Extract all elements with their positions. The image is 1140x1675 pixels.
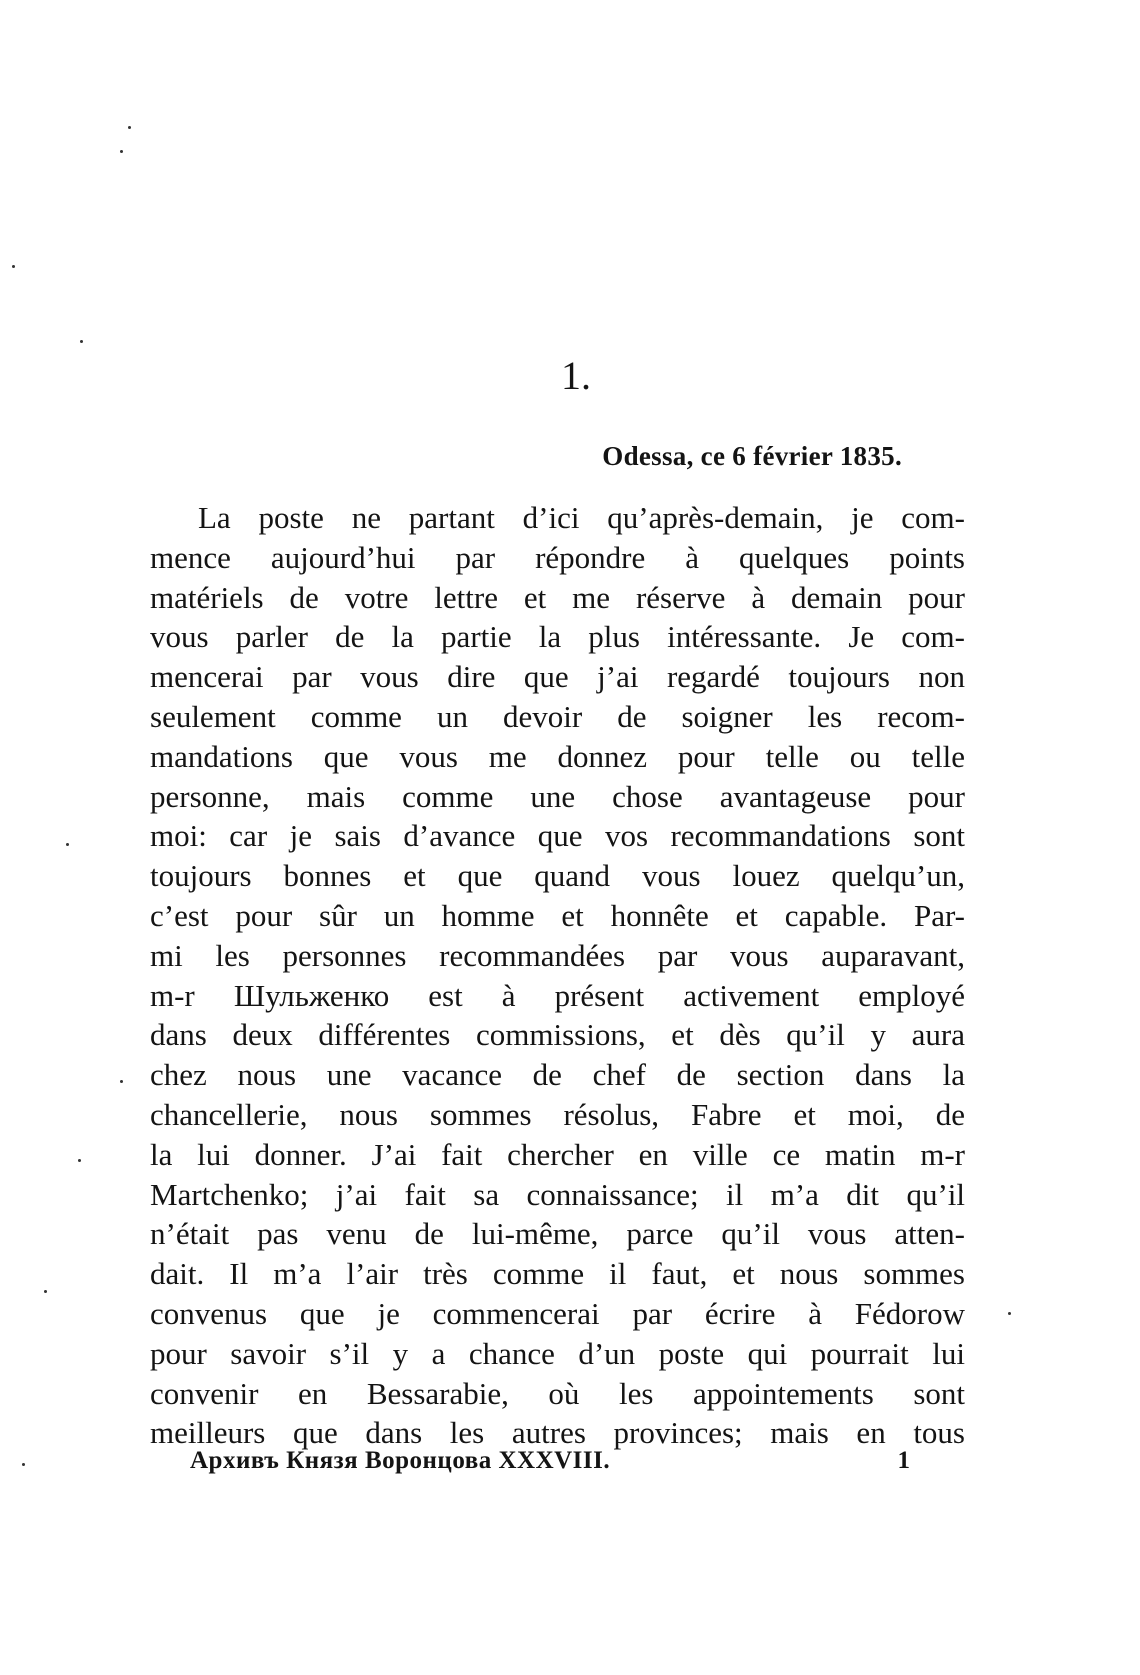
print-speck — [22, 1463, 25, 1466]
body-line: m-r Шульженко est à présent activement employé — [150, 977, 965, 1013]
body-line: la lui donner. J’ai fait chercher en ville ce matin m-r — [150, 1136, 965, 1172]
print-speck — [120, 150, 123, 153]
body-line: convenir en Bessarabie, où les appointements sont — [150, 1375, 965, 1411]
print-speck — [120, 1080, 123, 1083]
print-speck — [1008, 1312, 1011, 1315]
body-line: pour savoir s’il y a chance d’un poste qui pourrait lui — [150, 1335, 965, 1371]
dateline: Odessa, ce 6 février 1835. — [602, 441, 902, 471]
signature-mark: 1 — [897, 1447, 910, 1474]
body-line: mence aujourd’hui par répondre à quelques points — [150, 539, 965, 575]
body-line: vous parler de la partie la plus intéressante. Je com- — [150, 619, 965, 655]
body-line: chancellerie, nous sommes résolus, Fabre et moi, de — [150, 1096, 965, 1132]
body-line: personne, mais comme une chose avantageuse pour — [150, 778, 965, 814]
body-line: dans deux différentes commissions, et dès qu’il y aura — [150, 1017, 965, 1053]
print-speck — [78, 1159, 81, 1162]
body-line: toujours bonnes et que quand vous louez quelqu’un, — [150, 858, 965, 894]
body-line: mencerai par vous dire que j’ai regardé toujours non — [150, 659, 965, 695]
letter-body — [150, 498, 965, 1453]
body-line: moi: car je sais d’avance que vos recommandations sont — [150, 818, 965, 854]
body-line: convenus que je commencerai par écrire à Fédorow — [150, 1295, 965, 1331]
body-line: mandations que vous me donnez pour telle ou telle — [150, 738, 965, 774]
print-speck — [12, 265, 15, 268]
print-speck — [44, 1290, 47, 1293]
body-line: dait. Il m’a l’air très comme il faut, et nous sommes — [150, 1256, 965, 1292]
body-line: n’était pas venu de lui-même, parce qu’il vous atten- — [150, 1216, 965, 1252]
body-line: meilleurs que dans les autres provinces; mais en tous — [150, 1415, 965, 1451]
body-line: matériels de votre lettre et me réserve à demain pour — [150, 579, 965, 615]
body-line: c’est pour sûr un homme et honnête et capable. Par- — [150, 897, 965, 933]
print-speck — [66, 843, 69, 846]
letter-number: 1. — [561, 353, 591, 398]
body-line: mi les personnes recommandées par vous auparavant, — [150, 937, 965, 973]
body-line: seulement comme un devoir de soigner les recom- — [150, 698, 965, 734]
print-speck — [80, 340, 83, 343]
body-line: Martchenko; j’ai fait sa connaissance; il m’a dit qu’il — [150, 1176, 965, 1212]
body-line: chez nous une vacance de chef de section dans la — [150, 1057, 965, 1093]
print-speck — [128, 126, 131, 129]
running-footer-title: Архивъ Князя Воронцова XXXVIII. — [190, 1447, 611, 1474]
body-line: La poste ne partant d’ici qu’après-demain, je com- — [198, 500, 965, 535]
